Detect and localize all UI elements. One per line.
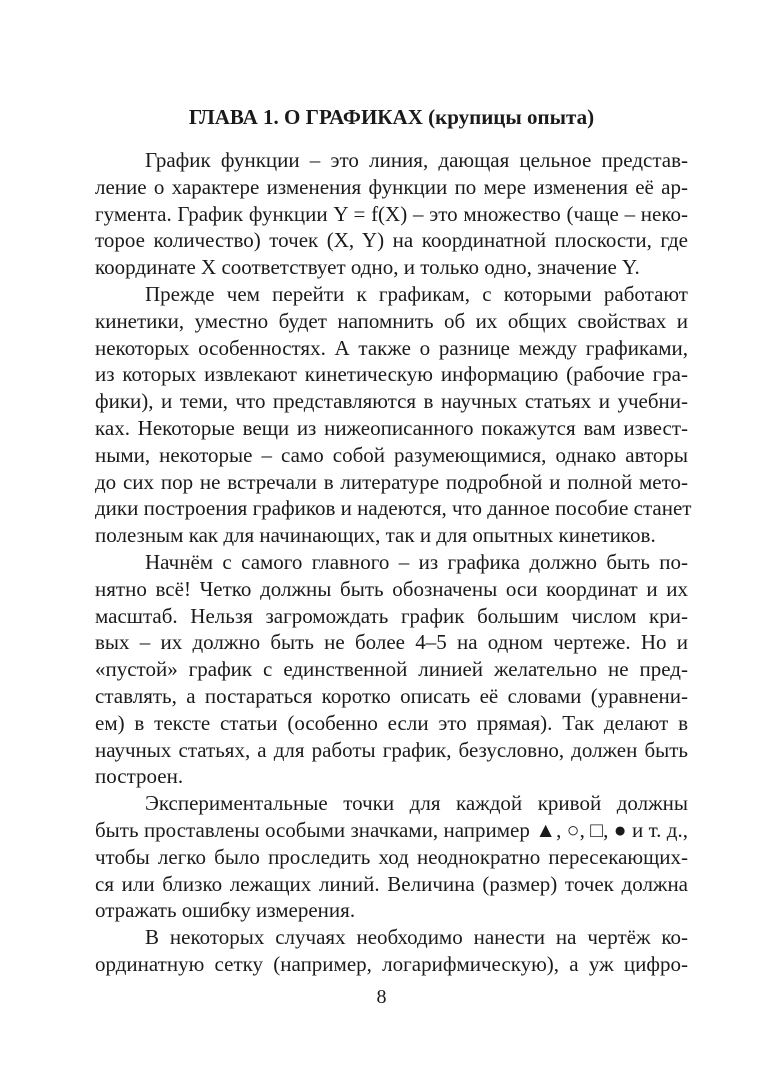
text-line: из которых извлекают кинетическую информацию (рабочие гра- xyxy=(95,362,688,387)
text-line: гумента. График функции Y = f(X) – это множество (чаще – неко- xyxy=(95,201,688,226)
paragraph xyxy=(95,924,688,978)
text-line: научных статьях, а для работы график, безусловно, должен быть xyxy=(95,737,688,762)
text-line: ными, некоторые – само собой разумеющимися, однако авторы xyxy=(95,442,688,467)
text-line: чтобы легко было проследить ход неоднократно пересекающих- xyxy=(95,844,688,869)
text-line: некоторых особенностях. А также о разнице между графиками, xyxy=(95,335,688,360)
text-line: ем) в тексте статьи (особенно если это прямая). Так делают в xyxy=(95,710,688,735)
paragraph xyxy=(95,790,688,924)
text-line: до сих пор не встречали в литературе подробной и полной мето- xyxy=(95,469,688,494)
text-line: ках. Некоторые вещи из нижеописанного покажутся вам извест- xyxy=(95,415,688,440)
chapter-title: ГЛАВА 1. О ГРАФИКАХ (крупицы опыта) xyxy=(188,105,595,129)
text-line: ставлять, а постараться коротко описать её словами (уравнени- xyxy=(95,683,688,708)
paragraph xyxy=(95,549,688,790)
text-line: ление о характере изменения функции по мере изменения её ар- xyxy=(95,174,688,199)
text-line: Экспериментальные точки для каждой кривой должны xyxy=(145,791,688,816)
text-line: полезным как для начинающих, так и для опытных кинетиков. xyxy=(95,523,656,548)
text-line: «пустой» график с единственной линией желательно не пред- xyxy=(95,657,688,682)
text-line: В некоторых случаях необходимо нанести на чертёж ко- xyxy=(145,925,688,950)
text-line: Прежде чем перейти к графикам, с которыми работают xyxy=(145,281,688,306)
text-line: вых – их должно быть не более 4–5 на одном чертеже. Но и xyxy=(95,630,688,655)
text-line: нятно всё! Четко должны быть обозначены оси координат и их xyxy=(95,576,688,601)
body-text xyxy=(95,147,692,978)
text-line: ординатную сетку (например, логарифмическую), а уж цифро- xyxy=(95,951,688,976)
text-line: Начнём с самого главного – из графика должно быть по- xyxy=(145,549,688,574)
text-line: построен. xyxy=(95,764,184,789)
paragraph xyxy=(95,281,692,549)
text-line: ся или близко лежащих линий. Величина (размер) точек должна xyxy=(95,871,688,896)
text-line: фики), и теми, что представляются в научных статьях и учебни- xyxy=(95,389,688,414)
text-line: быть проставлены особыми значками, например ▲, ○, □, ● и т. д., xyxy=(95,817,688,842)
text-line: дики построения графиков и надеются, что данное пособие станет xyxy=(95,496,692,521)
paragraph xyxy=(95,147,688,281)
text-line: кинетики, уместно будет напомнить об их общих свойствах и xyxy=(95,308,688,333)
text-line: координате X соответствует одно, и только одно, значение Y. xyxy=(95,255,640,280)
text-line: торое количество) точек (X, Y) на координатной плоскости, где xyxy=(95,228,688,253)
text-line: График функции – это линия, дающая цельное представ- xyxy=(145,148,688,172)
page-number: 8 xyxy=(376,986,387,1008)
text-line: масштаб. Нельзя загромождать график большим числом кри- xyxy=(95,603,688,628)
text-line: отражать ошибку измерения. xyxy=(95,898,356,923)
